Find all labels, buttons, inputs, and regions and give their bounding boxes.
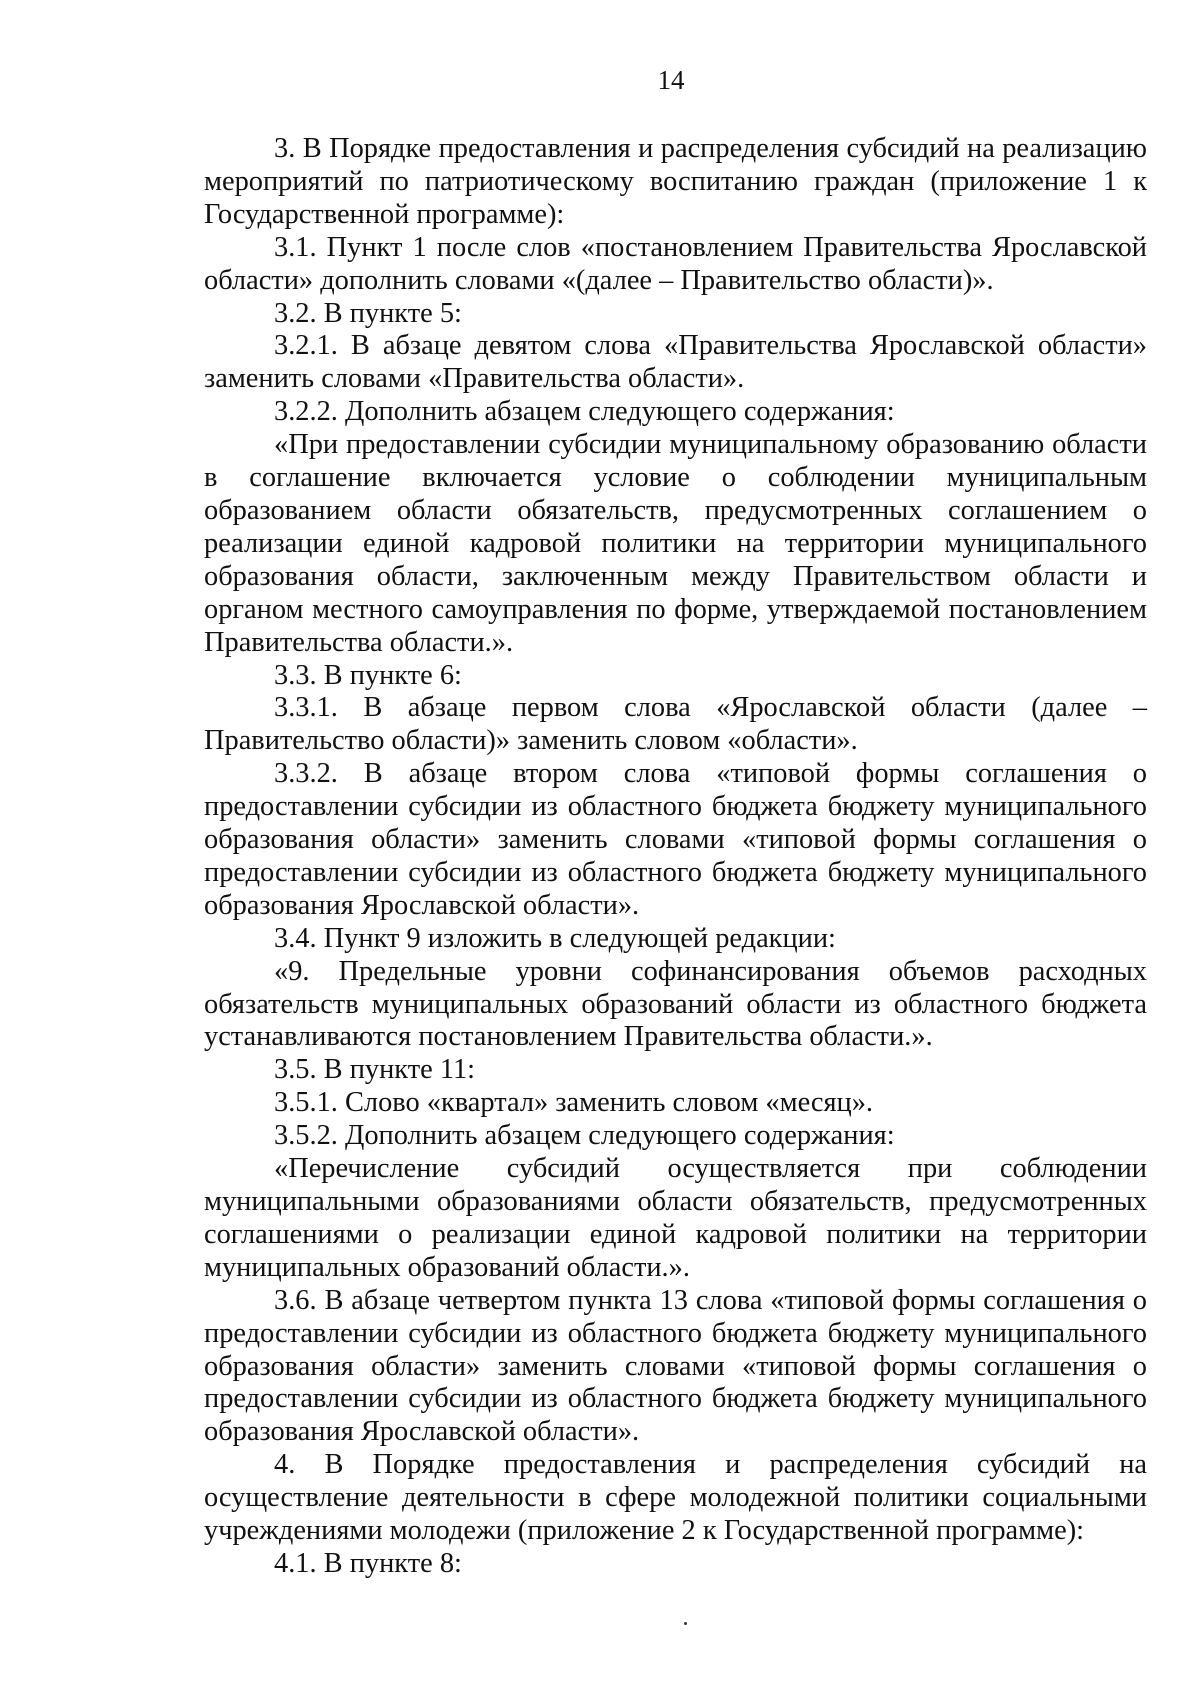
scan-speck-mark — [684, 1622, 687, 1625]
paragraph-3-4: 3.4. Пункт 9 изложить в следующей редакции: — [274, 922, 836, 954]
quoted-paragraph-transfer: «Перечисление субсидий осуществляется при соблюдении муниципальными образованиями области обязательств, предусмотренных соглашениями о реализации единой кадровой политики на территории муниципальных образований области.». — [204, 1153, 1147, 1283]
paragraph-4-1: 4.1. В пункте 8: — [274, 1547, 462, 1579]
paragraph-3-1: 3.1. Пункт 1 после слов «постановлением Правительства Ярославской области» дополнить словами «(далее – Правительство области)». — [204, 231, 1147, 296]
paragraph-3-5-2: 3.5.2. Дополнить абзацем следующего содержания: — [274, 1120, 895, 1152]
paragraph-3-6: 3.6. В абзаце четвертом пункта 13 слова «типовой формы соглашения о предоставлении субсидии из областного бюджета бюджету муниципального образования области» заменить словами «типовой формы соглашения о предоставлении субсидии из областного бюджета бюджету муниципального образования Ярославской области». — [204, 1284, 1147, 1448]
document-body — [204, 133, 1147, 1581]
paragraph-3-2-1: 3.2.1. В абзаце девятом слова «Правительства Ярославской области» заменить словами «Правительства области». — [204, 330, 1147, 395]
paragraph-3-3: 3.3. В пункте 6: — [274, 659, 462, 691]
paragraph-3-3-2: 3.3.2. В абзаце втором слова «типовой формы соглашения о предоставлении субсидии из областного бюджета бюджету муниципального образования области» заменить словами «типовой формы соглашения о предоставлении субсидии из областного бюджета бюджету муниципального образования Ярославской области». — [204, 758, 1147, 921]
paragraph-3-3-1: 3.3.1. В абзаце первом слова «Ярославской области (далее – Правительство области)» заменить словом «области». — [204, 692, 1147, 757]
quoted-paragraph-subsidy-condition: «При предоставлении субсидии муниципальному образованию области в соглашение включается условие о соблюдении муниципальным образованием области обязательств, предусмотренных соглашением о реализации единой кадровой политики на территории муниципального образования области, заключенным между Правительством области и органом местного самоуправления по форме, утверждаемой постановлением Правительства области.». — [204, 429, 1147, 658]
page-number: 14 — [657, 65, 685, 95]
paragraph-3-5-1: 3.5.1. Слово «квартал» заменить словом «месяц». — [274, 1087, 874, 1119]
paragraph-3-2: 3.2. В пункте 5: — [274, 297, 462, 329]
paragraph-4: 4. В Порядке предоставления и распределения субсидий на осуществление деятельности в сфере молодежной политики социальными учреждениями молодежи (приложение 2 к Государственной программе): — [204, 1449, 1147, 1547]
paragraph-3-5: 3.5. В пункте 11: — [274, 1054, 476, 1086]
paragraph-3-2-2: 3.2.2. Дополнить абзацем следующего содержания: — [274, 396, 895, 428]
quoted-paragraph-point-9: «9. Предельные уровни софинансирования объемов расходных обязательств муниципальных образований области из областного бюджета устанавливаются постановлением Правительства области.». — [204, 955, 1147, 1053]
paragraph-3: 3. В Порядке предоставления и распределения субсидий на реализацию мероприятий по патриотическому воспитанию граждан (приложение 1 к Государственной программе): — [204, 133, 1147, 230]
